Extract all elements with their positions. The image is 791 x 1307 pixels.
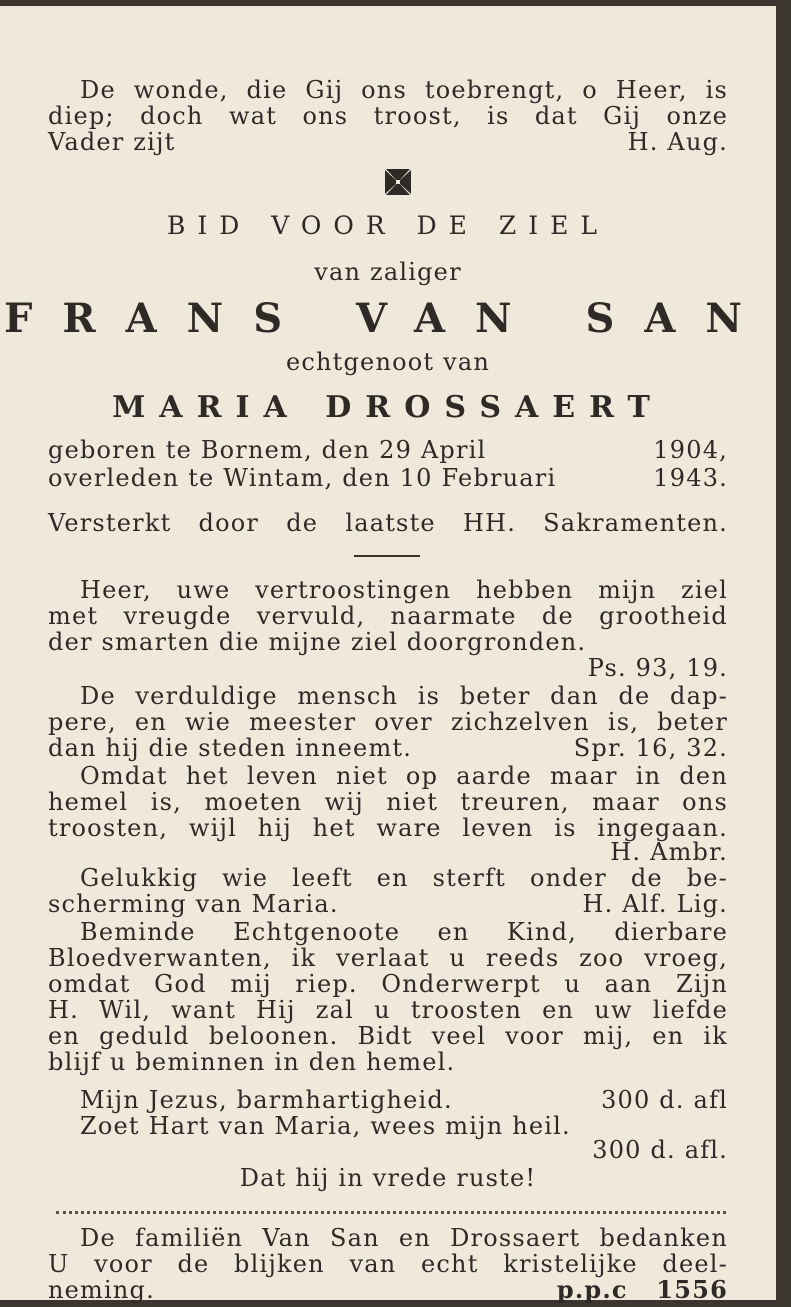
prayer-2-indulgence: 300 d. afl. bbox=[592, 1136, 728, 1164]
thanks-line-1: De familiën Van San en Drossaert bedanken bbox=[80, 1224, 728, 1252]
thanks-line-2: U voor de blijken van echt kristelijke deel- bbox=[48, 1250, 728, 1278]
farewell-line-4: H. Wil, want Hij zal u troosten en uw liefde bbox=[48, 996, 728, 1024]
verse-1-reference: Ps. 93, 19. bbox=[587, 654, 728, 682]
verse-3-line-1: Omdat het leven niet op aarde maar in den bbox=[80, 762, 728, 790]
death-line bbox=[48, 464, 728, 492]
farewell-line-6: blijf u beminnen in den hemel. bbox=[48, 1048, 456, 1076]
death-year: 1943. bbox=[653, 464, 728, 492]
farewell-line-3: omdat God mij riep. Onderwerpt u aan Zijn bbox=[48, 970, 728, 998]
death-text: overleden te Wintam, den 10 Februari bbox=[48, 464, 557, 492]
verse-4-line-1: Gelukkig wie leeft en sterft onder de be- bbox=[80, 864, 728, 892]
opening-quote-text: Vader zijt bbox=[48, 128, 176, 156]
verse-4-text: scherming van Maria. bbox=[48, 890, 339, 918]
dotted-divider bbox=[56, 1211, 726, 1214]
printer-mark: p.p.c 1556 bbox=[556, 1275, 728, 1304]
birth-text: geboren te Bornem, den 29 April bbox=[48, 436, 487, 464]
thanks-text: neming. bbox=[48, 1276, 155, 1304]
sacraments-line: Versterkt door de laatste HH. Sakramenten. bbox=[48, 509, 728, 537]
verse-3-line-3: troosten, wijl hij het ware leven is ingegaan. bbox=[48, 814, 728, 842]
verse-2-reference: Spr. 16, 32. bbox=[573, 734, 728, 762]
pray-heading: BID VOOR DE ZIEL bbox=[167, 211, 609, 240]
opening-quote-reference: H. Aug. bbox=[627, 128, 728, 156]
verse-4-reference: H. Alf. Lig. bbox=[582, 890, 728, 918]
birth-year: 1904, bbox=[653, 436, 728, 464]
farewell-line-2: Bloedverwanten, ik verlaat u reeds zoo vroeg, bbox=[48, 944, 728, 972]
prayer-1-text: Mijn Jezus, barmhartigheid. bbox=[80, 1086, 453, 1114]
verse-1-line-2: met vreugde vervuld, naarmate de grootheid bbox=[48, 602, 728, 630]
cross-pattee-icon bbox=[382, 166, 414, 198]
verse-2-line-1: De verduldige mensch is beter dan de dap- bbox=[80, 682, 728, 710]
farewell-line-5: en geduld beloonen. Bidt veel voor mij, en ik bbox=[48, 1022, 728, 1050]
thanks-line-3 bbox=[48, 1276, 728, 1304]
van-zaliger-label: van zaliger bbox=[314, 258, 462, 286]
prayer-1-indulgence: 300 d. afl bbox=[601, 1086, 728, 1114]
divider-rule bbox=[354, 555, 420, 557]
verse-2-line-3 bbox=[48, 734, 728, 762]
farewell-line-1: Beminde Echtgenoote en Kind, dierbare bbox=[80, 918, 728, 946]
opening-quote-line-2: diep; doch wat ons troost, is dat Gij onze bbox=[48, 102, 728, 130]
verse-3-reference: H. Ambr. bbox=[610, 838, 728, 866]
opening-quote-line-1: De wonde, die Gij ons toebrengt, o Heer, is bbox=[80, 76, 728, 104]
verse-1-line-3: der smarten die mijne ziel doorgronden. bbox=[48, 628, 587, 656]
spouse-name: MARIA DROSSAERT bbox=[112, 390, 664, 425]
verse-2-text: dan hij die steden inneemt. bbox=[48, 734, 413, 762]
birth-line bbox=[48, 436, 728, 464]
deceased-name: FRANS VAN SAN bbox=[4, 295, 772, 342]
verse-4-line-2 bbox=[48, 890, 728, 918]
spouse-of-label: echtgenoot van bbox=[285, 348, 491, 376]
rest-in-peace: Dat hij in vrede ruste! bbox=[239, 1164, 537, 1192]
prayer-2-text: Zoet Hart van Maria, wees mijn heil. bbox=[80, 1112, 571, 1140]
verse-3-line-2: hemel is, moeten wij niet treuren, maar ons bbox=[48, 788, 728, 816]
verse-1-line-1: Heer, uwe vertroostingen hebben mijn ziel bbox=[80, 576, 728, 604]
prayer-1 bbox=[80, 1086, 728, 1114]
verse-2-line-2: pere, en wie meester over zichzelven is, beter bbox=[48, 708, 728, 736]
opening-quote-line-3 bbox=[48, 128, 728, 156]
